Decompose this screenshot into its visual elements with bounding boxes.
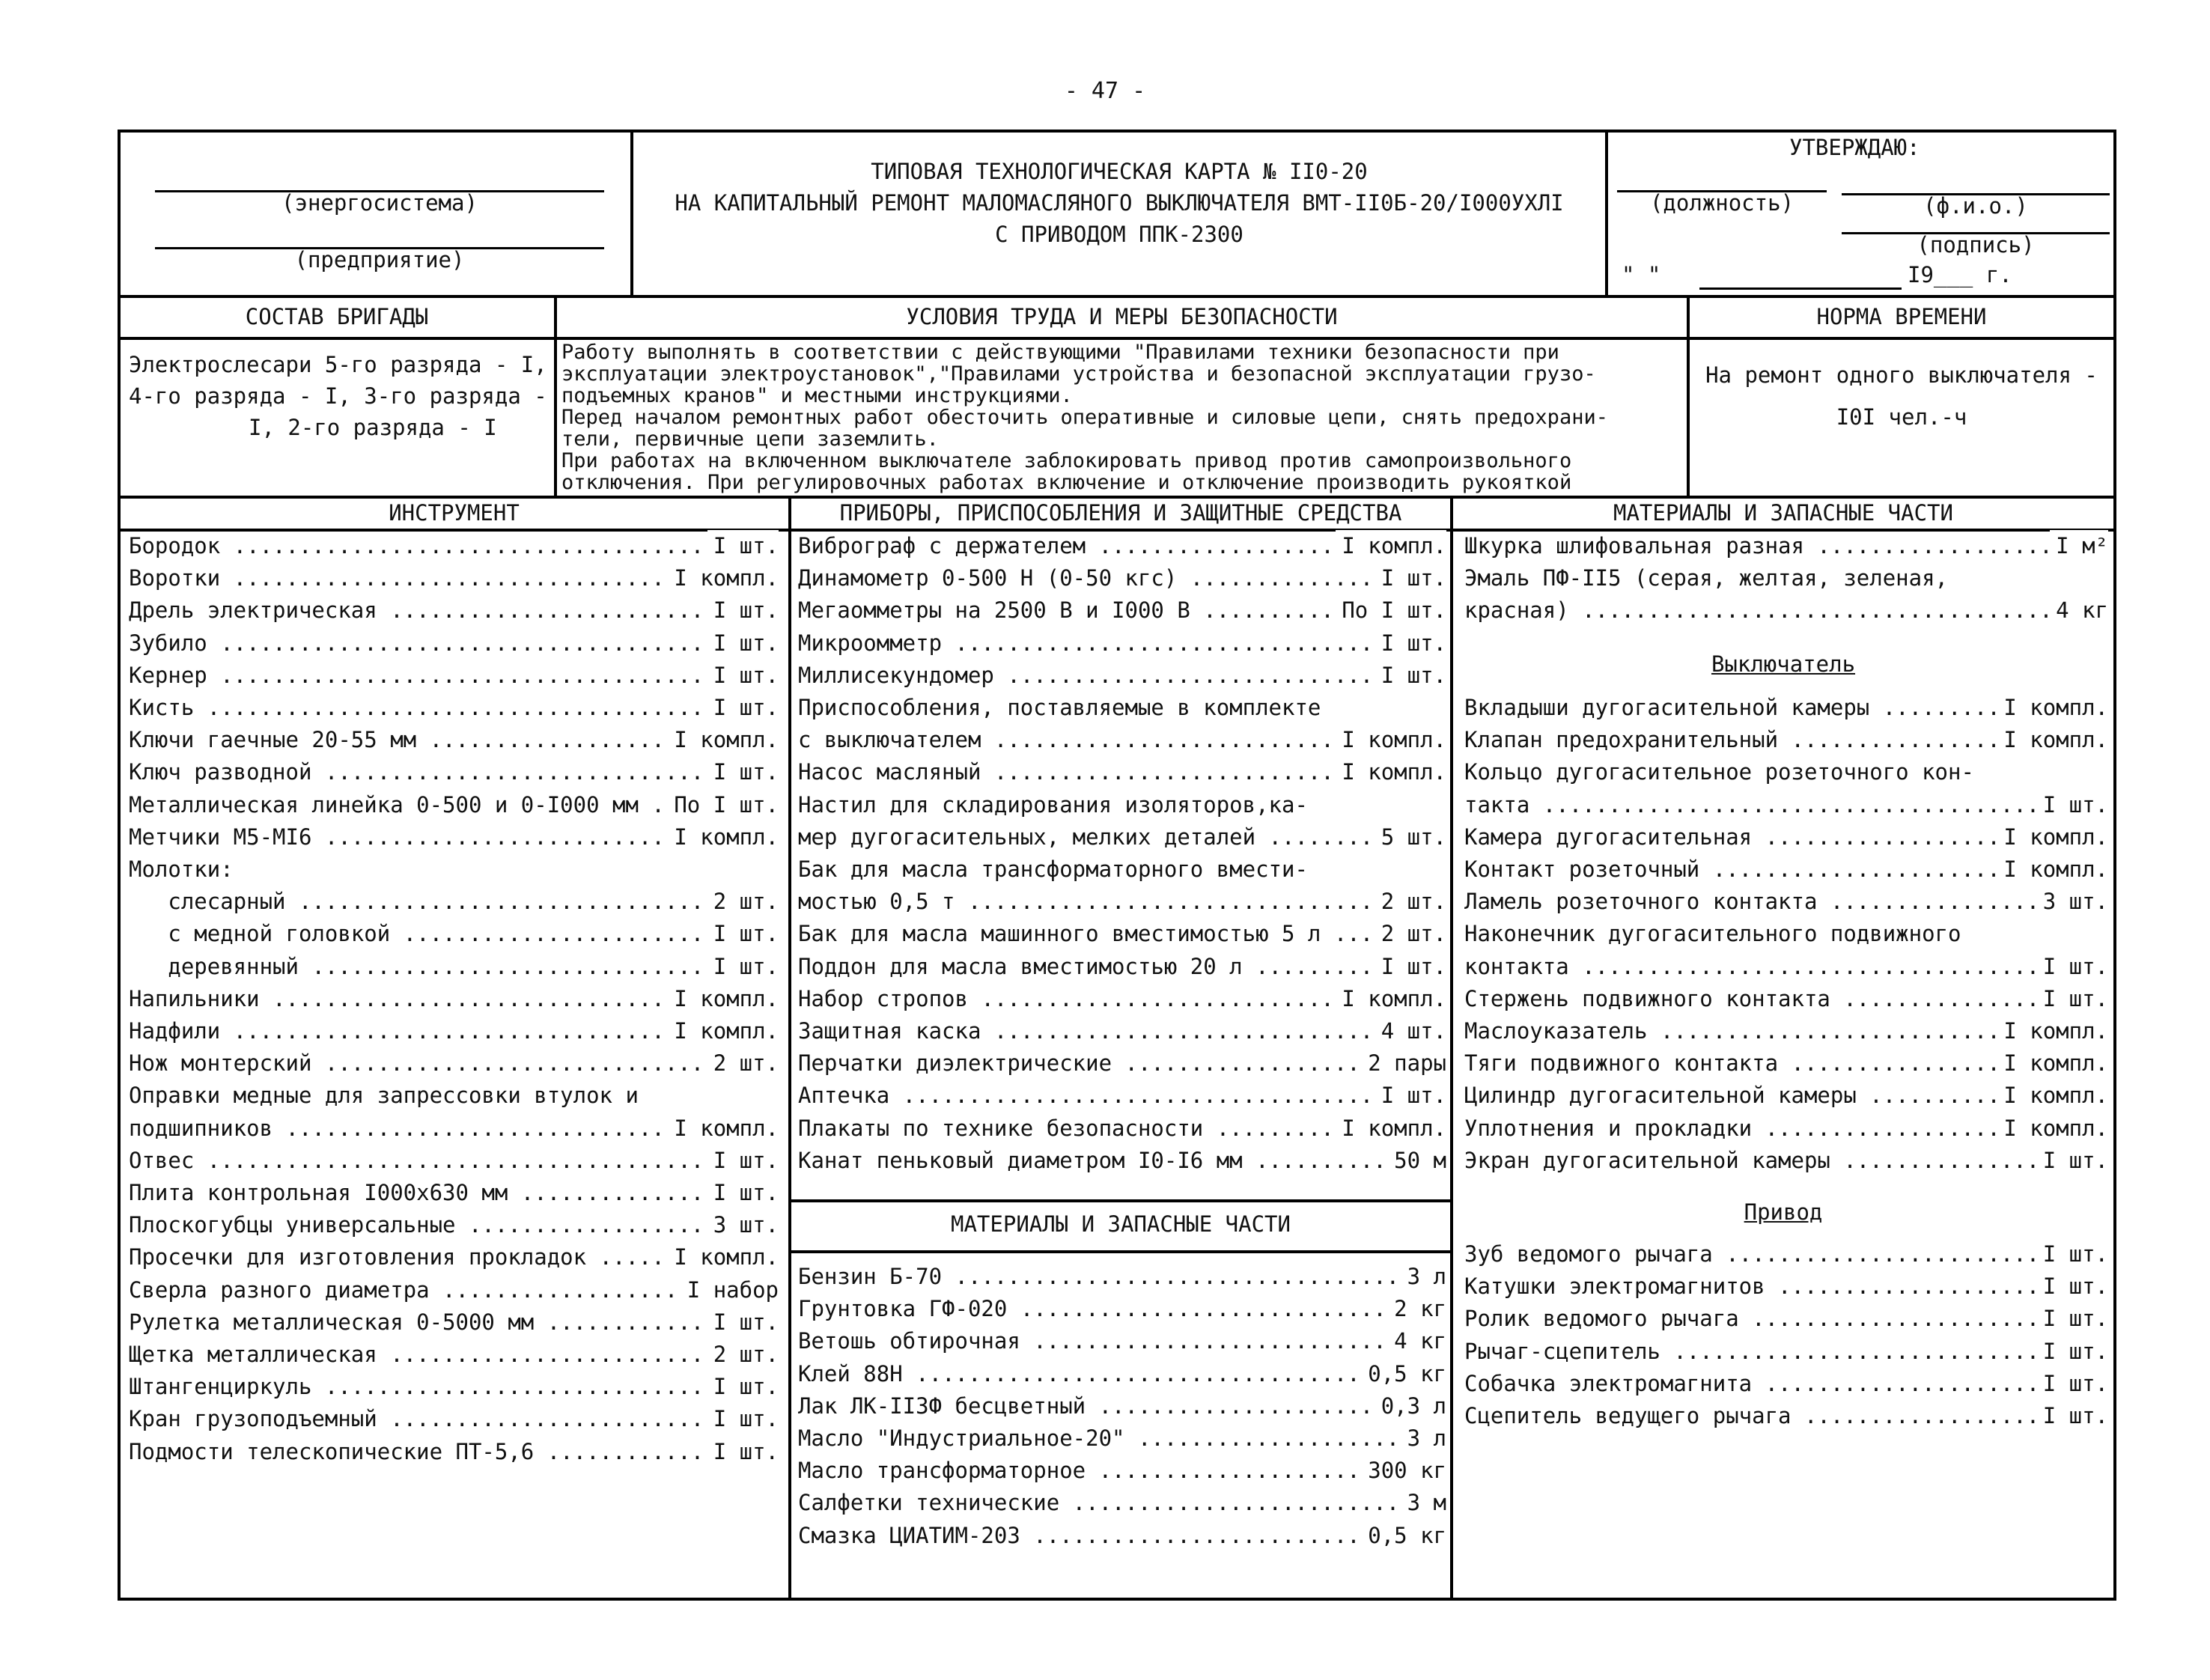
list-item — [129, 1015, 779, 1047]
item-name: Микроомметр ..... — [798, 627, 1375, 660]
item-name: Дрель электрическая ..... — [129, 594, 707, 627]
item-name: Нож монтерский ..... — [129, 1047, 707, 1080]
page-number: - 47 - — [1064, 78, 1146, 104]
item-name: Надфили ..... — [129, 1015, 668, 1047]
item-quantity: I компл. — [1997, 853, 2108, 886]
list-item — [798, 1015, 1446, 1047]
item-quantity — [773, 853, 779, 886]
list-item — [798, 983, 1446, 1015]
item-quantity: I компл. — [1336, 983, 1446, 1015]
safety-line-7: отключения. При регулировочных работах включение и отключение производить рукояткой — [561, 472, 1572, 493]
list-item — [798, 821, 1446, 853]
item-quantity: I шт. — [2037, 789, 2108, 821]
item-name: Вкладыши дугогасительной камеры ..... — [1464, 692, 1997, 724]
tools-title: ИНСТРУМЕНТ — [389, 500, 520, 526]
list-item — [798, 951, 1446, 983]
item-quantity: 2 шт. — [707, 1339, 779, 1371]
item-quantity: I шт. — [1375, 660, 1446, 692]
list-item — [129, 1177, 779, 1209]
item-quantity: I шт. — [707, 530, 779, 562]
item-name: Ламель розеточного контакта ..... — [1464, 886, 2037, 918]
item-name: Бородок ..... — [129, 530, 707, 562]
item-quantity: I шт. — [2037, 1145, 2108, 1177]
item-quantity: I шт. — [707, 756, 779, 788]
divider — [1605, 130, 1608, 296]
list-item — [129, 1371, 779, 1403]
list-item — [798, 1422, 1446, 1455]
list-item — [129, 1241, 779, 1273]
crew-line-2: 4-го разряда - I, 3-го разряда - — [129, 383, 547, 409]
date-line — [1699, 287, 1902, 290]
list-item — [129, 918, 779, 950]
list-item — [798, 1261, 1446, 1293]
list-item — [129, 1274, 779, 1306]
list-item — [1464, 1336, 2108, 1368]
crew-line-1: Электрослесари 5-го разряда - I, — [129, 352, 547, 377]
norm-line-2: I0I чел.-ч — [1836, 404, 1967, 430]
item-quantity: 0,5 кг — [1362, 1520, 1446, 1552]
list-item — [798, 1390, 1446, 1422]
item-quantity: I шт. — [707, 1306, 779, 1339]
item-quantity: I шт. — [707, 1403, 779, 1435]
item-quantity: I компл. — [1997, 1015, 2108, 1047]
divider — [118, 496, 2116, 499]
item-name: Зубило ..... — [129, 627, 707, 660]
list-item — [129, 594, 779, 627]
list-item — [1464, 1080, 2108, 1112]
list-item — [1464, 1368, 2108, 1400]
list-item — [798, 724, 1446, 756]
item-name: Мегаомметры на 2500 В и I000 В ..... — [798, 594, 1336, 627]
item-name: Клапан предохранительный ..... — [1464, 724, 1997, 756]
item-quantity: I компл. — [668, 983, 779, 1015]
item-quantity — [2102, 562, 2108, 594]
item-name: Защитная каска ..... — [798, 1015, 1375, 1047]
item-name: Масло трансформаторное ..... — [798, 1455, 1362, 1487]
item-name: Щетка металлическая ..... — [129, 1339, 707, 1371]
item-quantity: I шт. — [707, 1371, 779, 1403]
list-item — [798, 530, 1446, 562]
list-item — [798, 1293, 1446, 1325]
approve-label: УТВЕРЖДАЮ: — [1789, 135, 1920, 160]
list-item — [1464, 1400, 2108, 1432]
item-name: слесарный ..... — [129, 886, 707, 918]
list-item — [1464, 1113, 2108, 1145]
item-quantity: 3 м — [1401, 1487, 1446, 1519]
list-item — [129, 983, 779, 1015]
list-item — [129, 1339, 779, 1371]
list-item — [1464, 562, 2108, 594]
safety-line-4: Перед началом ремонтных работ обесточить оперативные и силовые цепи, снять предохрани- — [561, 407, 1608, 428]
item-name: такта ..... — [1464, 789, 2037, 821]
item-quantity — [1440, 789, 1446, 821]
list-item — [1464, 530, 2108, 562]
item-name: Маслоуказатель ..... — [1464, 1015, 1997, 1047]
divider — [118, 337, 2116, 340]
item-quantity: 2 шт. — [707, 886, 779, 918]
list-item — [129, 627, 779, 660]
item-quantity: I компл. — [1997, 821, 2108, 853]
item-name: Салфетки технические ..... — [798, 1487, 1401, 1519]
position-label: (должность) — [1649, 190, 1795, 216]
item-quantity: I компл. — [1336, 724, 1446, 756]
item-quantity: I шт. — [707, 594, 779, 627]
item-quantity: 3 л — [1401, 1422, 1446, 1455]
list-item — [798, 918, 1446, 950]
item-name: Плакаты по технике безопасности ..... — [798, 1113, 1336, 1145]
list-item — [1464, 1303, 2108, 1335]
item-name: Бак для масла трансформаторного вмести- — [798, 856, 1308, 882]
item-name: Канат пеньковый диаметром I0-I6 мм ..... — [798, 1145, 1388, 1177]
list-item — [129, 821, 779, 853]
crew-line-3: I, 2-го разряда - I — [249, 415, 497, 440]
list-item — [129, 1436, 779, 1468]
item-name: Экран дугогасительной камеры ..... — [1464, 1145, 2037, 1177]
list-item — [1464, 853, 2108, 886]
item-quantity — [773, 1080, 779, 1112]
signature-label: (подпись) — [1917, 232, 2035, 258]
item-name: Катушки электромагнитов ..... — [1464, 1270, 2037, 1303]
list-item — [129, 951, 779, 983]
list-item — [129, 789, 779, 821]
item-quantity: I компл. — [668, 724, 779, 756]
list-item — [1464, 594, 2108, 627]
item-name: Подмости телескопические ПТ-5,6 ..... — [129, 1436, 707, 1468]
item-quantity: 3 шт. — [2037, 886, 2108, 918]
list-item — [1464, 1047, 2108, 1080]
item-quantity: I компл. — [668, 1241, 779, 1273]
list-item — [129, 692, 779, 724]
list-item — [798, 627, 1446, 660]
item-quantity: 2 кг — [1388, 1293, 1446, 1325]
list-item — [798, 1047, 1446, 1080]
item-name: Стержень подвижного контакта ..... — [1464, 983, 2037, 1015]
item-name: Собачка электромагнита ..... — [1464, 1368, 2037, 1400]
item-quantity: I шт. — [1375, 1080, 1446, 1112]
item-name: Отвес ..... — [129, 1145, 707, 1177]
item-quantity: 0,3 л — [1375, 1390, 1446, 1422]
item-quantity — [1440, 853, 1446, 886]
item-quantity: I компл. — [1336, 530, 1446, 562]
item-name: Оправки медные для запрессовки втулок и — [129, 1083, 639, 1109]
item-name: Насос масляный ..... — [798, 756, 1336, 788]
item-quantity: I шт. — [2037, 1336, 2108, 1368]
list-item — [798, 789, 1446, 821]
divider — [118, 295, 2116, 298]
list-item — [129, 562, 779, 594]
item-quantity: I шт. — [2037, 951, 2108, 983]
item-name: Смазка ЦИАТИМ-203 ..... — [798, 1520, 1362, 1552]
list-item — [129, 530, 779, 562]
item-quantity: 50 м — [1388, 1145, 1446, 1177]
item-quantity: I шт. — [707, 951, 779, 983]
list-item — [129, 1403, 779, 1435]
safety-line-6: При работах на включенном выключателе заблокировать привод против самопроизвольного — [561, 450, 1572, 472]
list-item — [798, 1455, 1446, 1487]
item-name: Металлическая линейка 0-500 и 0-I000 мм ..... — [129, 789, 668, 821]
item-name: Эмаль ПФ-II5 (серая, желтая, зеленая, — [1464, 565, 1949, 591]
item-quantity: 4 шт. — [1375, 1015, 1446, 1047]
item-quantity: I компл. — [1997, 724, 2108, 756]
list-item — [129, 1113, 779, 1145]
item-quantity: 5 шт. — [1375, 821, 1446, 853]
item-quantity: I компл. — [1997, 692, 2108, 724]
safety-line-3: подъемных кранов" и местными инструкциями. — [561, 385, 1073, 407]
item-name: Поддон для масла вместимостью 20 л ..... — [798, 951, 1375, 983]
list-item — [798, 886, 1446, 918]
list-item — [1464, 886, 2108, 918]
item-quantity: I шт. — [707, 918, 779, 950]
list-item — [129, 1047, 779, 1080]
list-item — [129, 756, 779, 788]
date-quotes: " " — [1622, 262, 1661, 287]
list-item — [1464, 1015, 2108, 1047]
fio-label: (ф.и.о.) — [1923, 193, 2028, 219]
card-title-line-1: ТИПОВАЯ ТЕХНОЛОГИЧЕСКАЯ КАРТА № II0-20 — [871, 159, 1368, 184]
list-item — [129, 886, 779, 918]
item-name: Наконечник дугогасительного подвижного — [1464, 921, 1961, 947]
item-name: подшипников ..... — [129, 1113, 668, 1145]
item-quantity: I шт. — [2037, 1303, 2108, 1335]
list-item — [129, 724, 779, 756]
list-item — [1464, 1238, 2108, 1270]
card-title-line-3: С ПРИВОДОМ ППК-2300 — [995, 222, 1243, 247]
item-quantity: 4 кг — [2050, 594, 2108, 627]
list-item — [798, 692, 1446, 724]
list-item — [1464, 983, 2108, 1015]
item-name: Аптечка ..... — [798, 1080, 1375, 1112]
item-quantity: I компл. — [668, 821, 779, 853]
list-item — [1464, 951, 2108, 983]
divider — [790, 1250, 1453, 1253]
item-name: красная) ..... — [1464, 594, 2050, 627]
item-name: с медной головкой ..... — [129, 918, 707, 950]
item-name: Миллисекундомер ..... — [798, 660, 1375, 692]
item-name: Приспособления, поставляемые в комплекте — [798, 695, 1321, 720]
item-quantity: I шт. — [2037, 1270, 2108, 1303]
year-label: I9___ г. — [1908, 262, 2012, 287]
item-name: Сцепитель ведущего рычага ..... — [1464, 1400, 2037, 1432]
item-name: Шкурка шлифовальная разная ..... — [1464, 530, 2050, 562]
item-name: Плоскогубцы универсальные ..... — [129, 1209, 707, 1241]
list-item — [798, 1080, 1446, 1112]
item-quantity — [1440, 692, 1446, 724]
item-name: деревянный ..... — [129, 951, 707, 983]
item-quantity: I шт. — [2037, 1368, 2108, 1400]
item-quantity: I компл. — [668, 562, 779, 594]
divider — [788, 496, 791, 1601]
item-quantity: По I шт. — [668, 789, 779, 821]
item-name: Масло "Индустриальное-20" ..... — [798, 1422, 1401, 1455]
item-quantity: I компл. — [1997, 1080, 2108, 1112]
item-name: Рулетка металлическая 0-5000 мм ..... — [129, 1306, 707, 1339]
item-quantity: 3 л — [1401, 1261, 1446, 1293]
list-item — [798, 562, 1446, 594]
item-quantity: I шт. — [1375, 951, 1446, 983]
item-name: Кисть ..... — [129, 692, 707, 724]
item-quantity: I шт. — [2037, 1400, 2108, 1432]
subsection-title: Выключатель — [1711, 651, 1856, 677]
item-name: Просечки для изготовления прокладок ..... — [129, 1241, 668, 1273]
item-quantity — [2102, 918, 2108, 950]
item-name: мостью 0,5 т ..... — [798, 886, 1375, 918]
safety-line-2: эксплуатации электроустановок","Правилами устройства и безопасной эксплуатации грузо- — [561, 363, 1596, 385]
list-item — [798, 1520, 1446, 1552]
item-name: Контакт розеточный ..... — [1464, 853, 1997, 886]
item-name: Набор стропов ..... — [798, 983, 1336, 1015]
item-quantity: I компл. — [1336, 756, 1446, 788]
item-quantity: I компл. — [668, 1113, 779, 1145]
item-quantity: I компл. — [1997, 1047, 2108, 1080]
crew-title: СОСТАВ БРИГАДЫ — [245, 304, 429, 329]
item-name: Камера дугогасительная ..... — [1464, 821, 1997, 853]
norm-title: НОРМА ВРЕМЕНИ — [1816, 304, 1987, 329]
list-item — [798, 594, 1446, 627]
item-name: Сверла разного диаметра ..... — [129, 1274, 681, 1306]
item-quantity: I шт. — [707, 1436, 779, 1468]
item-name: Ветошь обтирочная ..... — [798, 1325, 1388, 1357]
item-name: Клей 88Н ..... — [798, 1358, 1362, 1390]
item-quantity: 2 шт. — [707, 1047, 779, 1080]
list-item — [129, 1080, 779, 1112]
item-name: Уплотнения и прокладки ..... — [1464, 1113, 1997, 1145]
item-quantity: 3 шт. — [707, 1209, 779, 1241]
item-name: Бак для масла машинного вместимостью 5 л ..... — [798, 918, 1375, 950]
item-name: Ключи гаечные 20-55 мм ..... — [129, 724, 668, 756]
list-item — [798, 853, 1446, 886]
item-quantity — [2102, 756, 2108, 788]
list-item — [1464, 1270, 2108, 1303]
item-quantity: По I шт. — [1336, 594, 1446, 627]
list-item — [798, 1487, 1446, 1519]
list-item — [129, 1209, 779, 1241]
item-name: Лак ЛК-II3Ф бесцветный ..... — [798, 1390, 1375, 1422]
list-item — [129, 660, 779, 692]
list-item — [1464, 756, 2108, 788]
item-name: Грунтовка ГФ-020 ..... — [798, 1293, 1388, 1325]
list-item — [798, 1145, 1446, 1177]
item-name: Кольцо дугогасительное розеточного кон- — [1464, 759, 1974, 785]
norm-line-1: На ремонт одного выключателя - — [1705, 362, 2098, 388]
item-name: Зуб ведомого рычага ..... — [1464, 1238, 2037, 1270]
item-quantity: 0,5 кг — [1362, 1358, 1446, 1390]
item-name: Плита контрольная I000х630 мм ..... — [129, 1177, 707, 1209]
item-quantity: I шт. — [2037, 983, 2108, 1015]
item-name: Тяги подвижного контакта ..... — [1464, 1047, 1997, 1080]
item-name: Метчики М5-МI6 ..... — [129, 821, 668, 853]
item-name: Кран грузоподъемный ..... — [129, 1403, 707, 1435]
item-quantity: I шт. — [707, 692, 779, 724]
list-item — [1464, 789, 2108, 821]
item-quantity: I компл. — [668, 1015, 779, 1047]
materials-mid-title: МАТЕРИАЛЫ И ЗАПАСНЫЕ ЧАСТИ — [951, 1211, 1291, 1237]
item-quantity: I компл. — [1997, 1113, 2108, 1145]
item-name: Рычаг-сцепитель ..... — [1464, 1336, 2037, 1368]
item-name: Кернер ..... — [129, 660, 707, 692]
item-quantity: I шт. — [707, 627, 779, 660]
item-quantity: I шт. — [1375, 627, 1446, 660]
list-item — [798, 756, 1446, 788]
item-name: с выключателем ..... — [798, 724, 1336, 756]
list-item — [798, 660, 1446, 692]
item-quantity: I набор — [681, 1274, 779, 1306]
item-name: мер дугогасительных, мелких деталей ..... — [798, 821, 1375, 853]
subsection-title: Привод — [1744, 1199, 1823, 1225]
enterprise-label: (предприятие) — [294, 247, 465, 273]
item-name: Ключ разводной ..... — [129, 756, 707, 788]
item-quantity: 2 пары — [1362, 1047, 1446, 1080]
item-name: Напильники ..... — [129, 983, 668, 1015]
list-item — [1464, 724, 2108, 756]
item-name: Динамометр 0-500 Н (0-50 кгс) ..... — [798, 562, 1375, 594]
item-name: Воротки ..... — [129, 562, 668, 594]
list-item — [129, 1145, 779, 1177]
list-item — [798, 1113, 1446, 1145]
item-quantity: 4 кг — [1388, 1325, 1446, 1357]
list-item — [1464, 1145, 2108, 1177]
card-title-line-2: НА КАПИТАЛЬНЫЙ РЕМОНТ МАЛОМАСЛЯНОГО ВЫКЛЮЧАТЕЛЯ ВМТ-II0Б-20/I000УХЛI — [675, 190, 1564, 216]
materials-right-title: МАТЕРИАЛЫ И ЗАПАСНЫЕ ЧАСТИ — [1613, 500, 1953, 526]
item-quantity: I шт. — [707, 660, 779, 692]
item-name: контакта ..... — [1464, 951, 2037, 983]
item-name: Настил для складирования изоляторов,ка- — [798, 791, 1308, 818]
item-name: Ролик ведомого рычага ..... — [1464, 1303, 2037, 1335]
safety-line-5: тели, первичные цепи заземлить. — [561, 428, 939, 450]
list-item — [1464, 692, 2108, 724]
safety-line-1: Работу выполнять в соответствии с действующими "Правилами техники безопасности при — [561, 341, 1559, 363]
list-item — [129, 1306, 779, 1339]
item-quantity: I шт. — [1375, 562, 1446, 594]
safety-title: УСЛОВИЯ ТРУДА И МЕРЫ БЕЗОПАСНОСТИ — [906, 304, 1338, 329]
item-quantity: I шт. — [2037, 1238, 2108, 1270]
item-quantity: 2 шт. — [1375, 886, 1446, 918]
energy-system-label: (энергосистема) — [281, 190, 478, 216]
list-item — [129, 853, 779, 886]
item-name: Бензин Б-70 ..... — [798, 1261, 1401, 1293]
item-quantity: I м² — [2050, 530, 2108, 562]
item-name: Штангенциркуль ..... — [129, 1371, 707, 1403]
item-quantity: I компл. — [1336, 1113, 1446, 1145]
item-quantity: 2 шт. — [1375, 918, 1446, 950]
devices-title: ПРИБОРЫ, ПРИСПОСОБЛЕНИЯ И ЗАЩИТНЫЕ СРЕДСТВА — [839, 500, 1402, 526]
list-item — [1464, 821, 2108, 853]
item-name: Виброграф с держателем ..... — [798, 530, 1336, 562]
divider — [790, 1199, 1453, 1202]
list-item — [798, 1325, 1446, 1357]
item-quantity: 300 кг — [1362, 1455, 1446, 1487]
item-quantity: I шт. — [707, 1177, 779, 1209]
item-name: Перчатки диэлектрические ..... — [798, 1047, 1362, 1080]
item-name: Молотки: — [129, 856, 234, 882]
list-item — [798, 1358, 1446, 1390]
item-name: Цилиндр дугогасительной камеры ..... — [1464, 1080, 1997, 1112]
item-quantity: I шт. — [707, 1145, 779, 1177]
list-item — [1464, 918, 2108, 950]
